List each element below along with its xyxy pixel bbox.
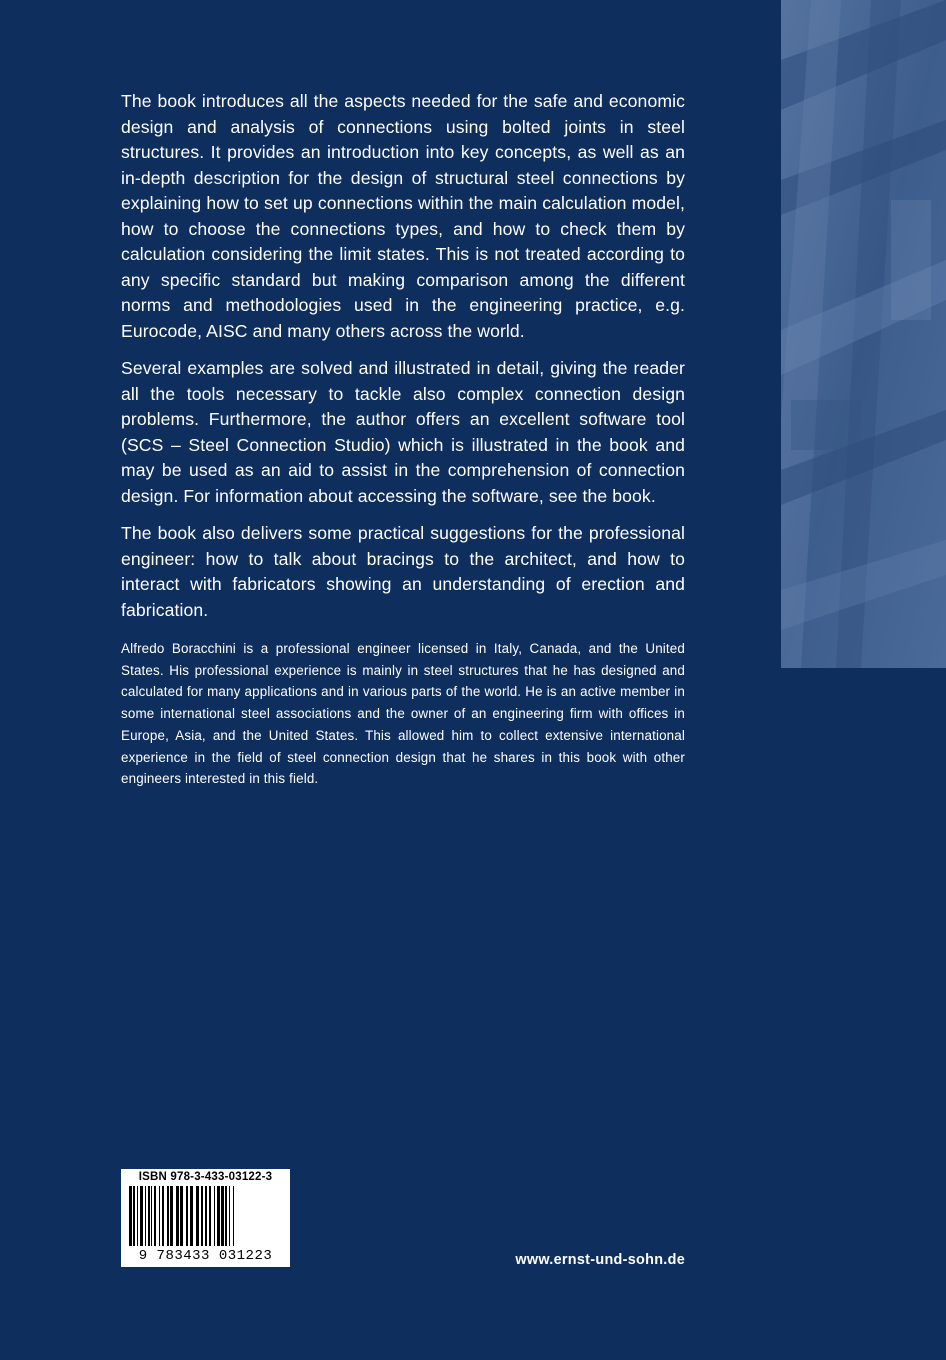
barcode-digits: 9 783433 031223 — [138, 1248, 273, 1264]
barcode-bar — [148, 1186, 150, 1246]
publisher-website: www.ernst-und-sohn.de — [515, 1252, 685, 1268]
barcode-bar — [190, 1186, 193, 1246]
barcode-bar — [196, 1186, 199, 1246]
barcode-bar — [221, 1186, 224, 1246]
description-paragraph-2: Several examples are solved and illustrated in detail, giving the reader all the tools necessary to tackle also complex connection design problems. Furthermore, the author offers an excellent software tool (SCS – Steel Connection Studio) which is illustrated in the book and may be used as an aid to assist in the comprehension of connection design. For information about accessing the software, see the book. — [121, 358, 685, 506]
barcode-bar — [129, 1186, 132, 1246]
barcode-bar — [205, 1186, 207, 1246]
barcode-bar — [167, 1186, 169, 1246]
book-description — [121, 89, 685, 803]
barcode-bar — [159, 1186, 160, 1246]
barcode-bar — [225, 1186, 227, 1246]
barcode-bar — [201, 1186, 203, 1246]
barcode-bar — [180, 1186, 183, 1246]
barcode-bar — [209, 1186, 211, 1246]
barcode-bar — [176, 1186, 179, 1246]
steel-structure-photo — [781, 0, 946, 668]
barcode-bar — [217, 1186, 220, 1246]
barcode-bar — [162, 1186, 164, 1246]
barcode-bar — [154, 1186, 156, 1246]
barcode-bar — [145, 1186, 146, 1246]
isbn-barcode — [121, 1169, 290, 1267]
barcode-bar — [170, 1186, 173, 1246]
barcode-bar — [137, 1186, 138, 1246]
barcode-bar — [133, 1186, 135, 1246]
description-paragraph-1: The book introduces all the aspects needed for the safe and economic design and analysis of connections using bolted joints in steel structures. It provides an introduction into key concepts, as well as an in-depth description for the design of structural steel connections by explaining how to set up connections within the main calculation model, how to choose the connections types, and how to check them by calculation considering the limit states. This is not treated according to any specific standard but making comparison among the different norms and methodologies used in the engineering practice, e.g. Eurocode, AISC and many others across the world. — [121, 91, 685, 341]
barcode-bar — [214, 1186, 215, 1246]
barcode-bars — [121, 1186, 290, 1248]
author-biography: Alfredo Boracchini is a professional engineer licensed in Italy, Canada, and the United States. His professional experience is mainly in steel structures that he has designed and calculated for many applications and in various parts of the world. He is an active member in some international steel associations and the owner of an engineering firm with offices in Europe, Asia, and the United States. This allowed him to collect extensive international experience in the field of steel connection design that he shares in this book with other engineers interested in this field. — [121, 641, 685, 787]
isbn-label: ISBN 978-3-433-03122-3 — [138, 1171, 273, 1183]
barcode-bar — [229, 1186, 230, 1246]
barcode-bar — [186, 1186, 188, 1246]
barcode-bar — [151, 1186, 152, 1246]
barcode-bar — [140, 1186, 143, 1246]
barcode-bar — [233, 1186, 234, 1246]
description-paragraph-3: The book also delivers some practical suggestions for the professional engineer: how to talk about bracings to the architect, and how to interact with fabricators showing an understanding of erection and fabrication. — [121, 523, 685, 620]
